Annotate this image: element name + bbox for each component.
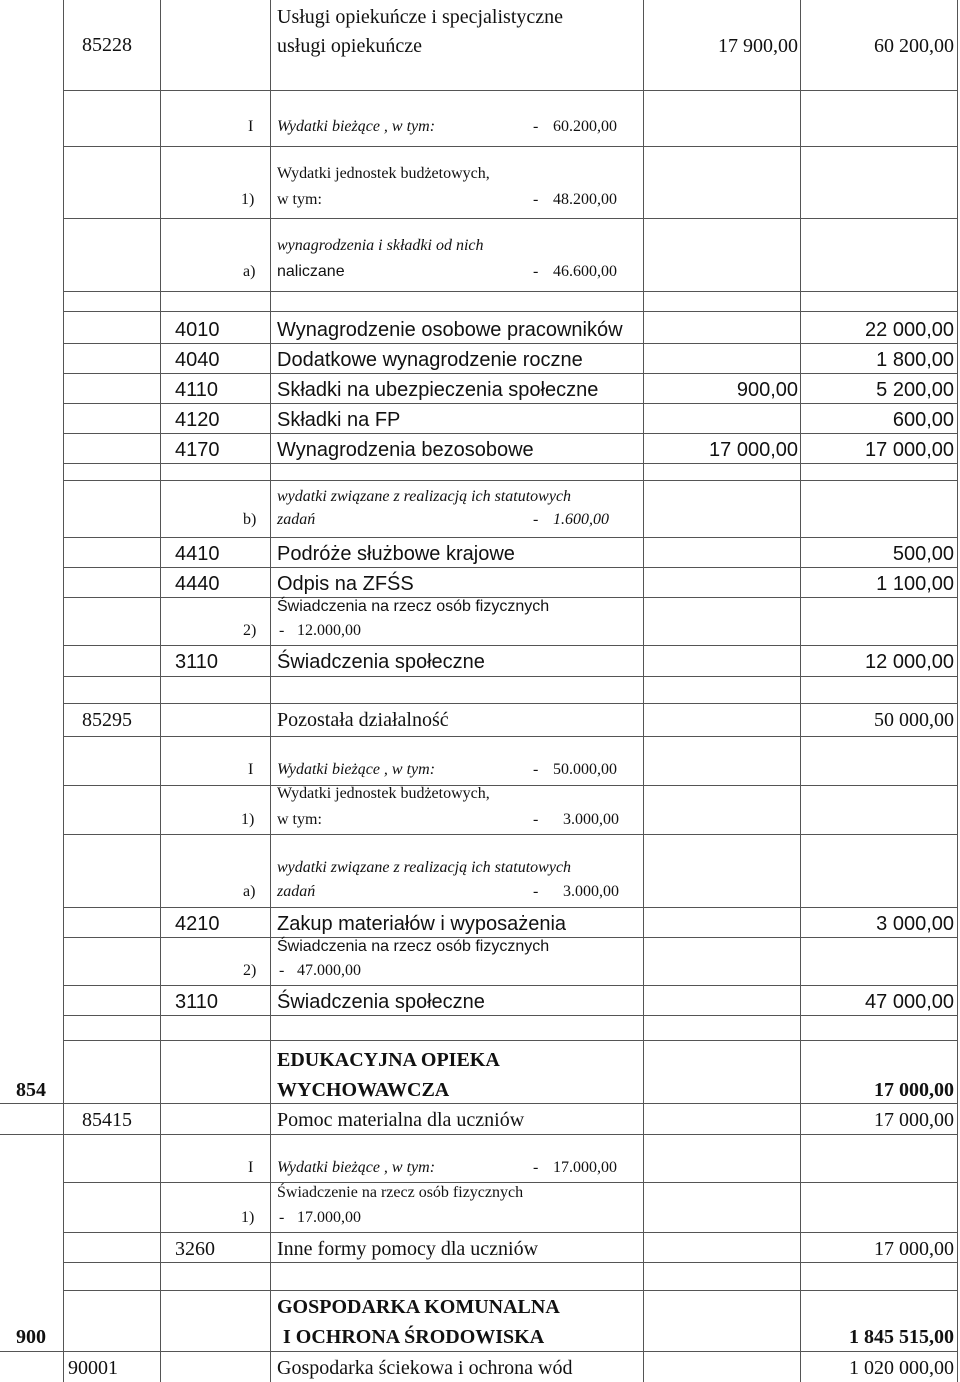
- amount-total: 5 200,00: [876, 379, 954, 401]
- item-label-line1: Wydatki jednostek budżetowych,: [277, 785, 490, 802]
- item-number: I: [248, 761, 254, 778]
- grid-line: [63, 480, 958, 481]
- classification-label: Wynagrodzenia bezosobowe: [277, 439, 534, 461]
- classification-label: Świadczenia społeczne: [277, 991, 485, 1013]
- classification-code: 4170: [175, 439, 220, 461]
- item-value: 3.000,00: [563, 883, 619, 900]
- section-title-line1: Usługi opiekuńcze i specjalistyczne: [277, 6, 564, 28]
- item-number: 2): [243, 962, 257, 979]
- item-value: 3.000,00: [563, 811, 619, 828]
- item-dash: -: [279, 622, 285, 639]
- item-dash: -: [279, 1209, 285, 1226]
- section-title: Pozostała działalność: [277, 709, 449, 731]
- grid-line: [160, 0, 161, 1382]
- grid-line: [63, 537, 958, 538]
- classification-code: 4110: [175, 379, 219, 401]
- classification-code: 4440: [175, 573, 220, 595]
- item-value: 1.600,00: [553, 511, 609, 528]
- division-code: 900: [16, 1326, 46, 1348]
- grid-line: [63, 291, 958, 292]
- grid-line: [270, 0, 271, 1382]
- item-label-line1: Świadczenie na rzecz osób fizycznych: [277, 1184, 524, 1201]
- grid-line: [63, 1040, 958, 1041]
- item-label-line1: Świadczenia na rzecz osób fizycznych: [277, 938, 550, 955]
- item-dash: -: [533, 118, 539, 135]
- grid-line: [63, 1182, 958, 1183]
- item-value: 46.600,00: [553, 263, 617, 280]
- amount-total: 17 000,00: [874, 1079, 954, 1101]
- grid-line: [63, 463, 958, 464]
- grid-line: [63, 907, 958, 908]
- classification-code: 4010: [175, 319, 220, 341]
- item-dash: -: [533, 511, 539, 528]
- amount-total: 1 845 515,00: [849, 1326, 954, 1348]
- amount-total: 1 800,00: [876, 349, 954, 371]
- grid-line: [63, 834, 958, 835]
- item-label-line2: zadań: [277, 883, 316, 900]
- classification-code: 3260: [175, 1238, 215, 1260]
- grid-line: [63, 373, 958, 374]
- amount-change: 900,00: [736, 379, 798, 401]
- grid-line: [63, 311, 958, 312]
- section-code: 90001: [68, 1357, 118, 1379]
- section-title-line2: usługi opiekuńcze: [277, 35, 422, 57]
- amount-total: 12 000,00: [865, 651, 954, 673]
- classification-label: Składki na FP: [277, 409, 401, 431]
- amount-change: 17 900,00: [718, 35, 798, 57]
- grid-line: [0, 1103, 958, 1104]
- item-value: 60.200,00: [553, 118, 617, 135]
- grid-line: [800, 0, 801, 1382]
- item-label: Wydatki bieżące , w tym:: [277, 118, 436, 135]
- item-value: 17.000,00: [553, 1159, 617, 1176]
- grid-line: [957, 0, 958, 1382]
- amount-total: 500,00: [892, 543, 954, 565]
- item-dash: -: [533, 263, 539, 280]
- amount-change: 17 000,00: [709, 439, 798, 461]
- grid-line: [63, 343, 958, 344]
- item-label-line2: w tym:: [277, 191, 322, 208]
- grid-line: [63, 218, 958, 219]
- item-dash: -: [533, 883, 539, 900]
- item-number: 1): [241, 191, 255, 208]
- division-title-line1: GOSPODARKA KOMUNALNA: [277, 1296, 560, 1318]
- classification-label: Świadczenia społeczne: [277, 651, 485, 673]
- item-number: I: [248, 118, 254, 135]
- item-value: 17.000,00: [297, 1209, 361, 1226]
- section-title: Gospodarka ściekowa i ochrona wód: [277, 1357, 573, 1379]
- amount-total: 3 000,00: [876, 913, 954, 935]
- item-number: 1): [241, 811, 255, 828]
- item-label-line1: wydatki związane z realizacją ich statutowych: [277, 488, 572, 505]
- section-code: 85295: [82, 709, 132, 731]
- item-dash: -: [533, 761, 539, 778]
- item-number: a): [243, 883, 256, 900]
- division-title-line2: WYCHOWAWCZA: [277, 1079, 450, 1101]
- item-value: 47.000,00: [297, 962, 361, 979]
- item-label: Wydatki bieżące , w tym:: [277, 761, 436, 778]
- item-label-line2: naliczane: [277, 263, 345, 280]
- item-label-line2: zadań: [277, 511, 316, 528]
- grid-line: [63, 433, 958, 434]
- section-code: 85415: [82, 1109, 132, 1131]
- section-title: Pomoc materialna dla uczniów: [277, 1109, 525, 1131]
- amount-total: 22 000,00: [865, 319, 954, 341]
- item-dash: -: [279, 962, 285, 979]
- item-number: 2): [243, 622, 257, 639]
- grid-line: [63, 1232, 958, 1233]
- grid-line: [63, 736, 958, 737]
- division-title-line1: EDUKACYJNA OPIEKA: [277, 1049, 500, 1071]
- classification-label: Składki na ubezpieczenia społeczne: [277, 379, 599, 401]
- amount-total: 60 200,00: [874, 35, 954, 57]
- item-dash: -: [533, 811, 539, 828]
- amount-total: 17 000,00: [874, 1109, 954, 1131]
- grid-line: [63, 90, 958, 91]
- grid-line: [63, 645, 958, 646]
- grid-line: [63, 1015, 958, 1016]
- item-number: b): [243, 511, 257, 528]
- grid-line: [63, 785, 958, 786]
- grid-line: [643, 0, 644, 1382]
- amount-total: 600,00: [892, 409, 954, 431]
- item-value: 12.000,00: [297, 622, 361, 639]
- grid-line: [63, 146, 958, 147]
- item-label-line1: wydatki związane z realizacją ich statutowych: [277, 859, 572, 876]
- amount-total: 17 000,00: [874, 1238, 954, 1260]
- item-number: 1): [241, 1209, 255, 1226]
- item-label: Wydatki bieżące , w tym:: [277, 1159, 436, 1176]
- classification-code: 4040: [175, 349, 220, 371]
- amount-total: 1 100,00: [876, 573, 954, 595]
- grid-line: [63, 1290, 958, 1291]
- amount-total: 17 000,00: [865, 439, 954, 461]
- item-value: 50.000,00: [553, 761, 617, 778]
- classification-label: Wynagrodzenie osobowe pracowników: [277, 319, 623, 341]
- classification-code: 3110: [175, 991, 219, 1013]
- item-dash: -: [533, 191, 539, 208]
- grid-line: [63, 1262, 958, 1263]
- classification-label: Podróże służbowe krajowe: [277, 543, 515, 565]
- section-code: 85228: [82, 34, 132, 56]
- classification-code: 3110: [175, 651, 219, 673]
- item-value: 48.200,00: [553, 191, 617, 208]
- grid-line: [63, 703, 958, 704]
- item-label-line1: Wydatki jednostek budżetowych,: [277, 165, 490, 182]
- item-number: I: [248, 1159, 254, 1176]
- classification-label: Inne formy pomocy dla uczniów: [277, 1238, 539, 1260]
- division-title-line2: I OCHRONA ŚRODOWISKA: [283, 1326, 545, 1348]
- classification-code: 4410: [175, 543, 220, 565]
- item-label-line1: Świadczenia na rzecz osób fizycznych: [277, 598, 550, 615]
- grid-line: [63, 0, 64, 1382]
- grid-line: [63, 985, 958, 986]
- classification-code: 4120: [175, 409, 220, 431]
- classification-label: Odpis na ZFŚS: [277, 573, 414, 595]
- classification-label: Zakup materiałów i wyposażenia: [277, 913, 567, 935]
- division-code: 854: [16, 1079, 46, 1101]
- classification-code: 4210: [175, 913, 220, 935]
- amount-total: 1 020 000,00: [849, 1357, 954, 1379]
- grid-line: [0, 1351, 958, 1352]
- amount-total: 50 000,00: [874, 709, 954, 731]
- item-label-line2: w tym:: [277, 811, 322, 828]
- classification-label: Dodatkowe wynagrodzenie roczne: [277, 349, 583, 371]
- grid-line: [0, 1134, 958, 1135]
- grid-line: [63, 403, 958, 404]
- item-number: a): [243, 263, 256, 280]
- grid-line: [63, 567, 958, 568]
- amount-total: 47 000,00: [865, 991, 954, 1013]
- item-dash: -: [533, 1159, 539, 1176]
- grid-line: [63, 676, 958, 677]
- item-label-line1: wynagrodzenia i składki od nich: [277, 237, 484, 254]
